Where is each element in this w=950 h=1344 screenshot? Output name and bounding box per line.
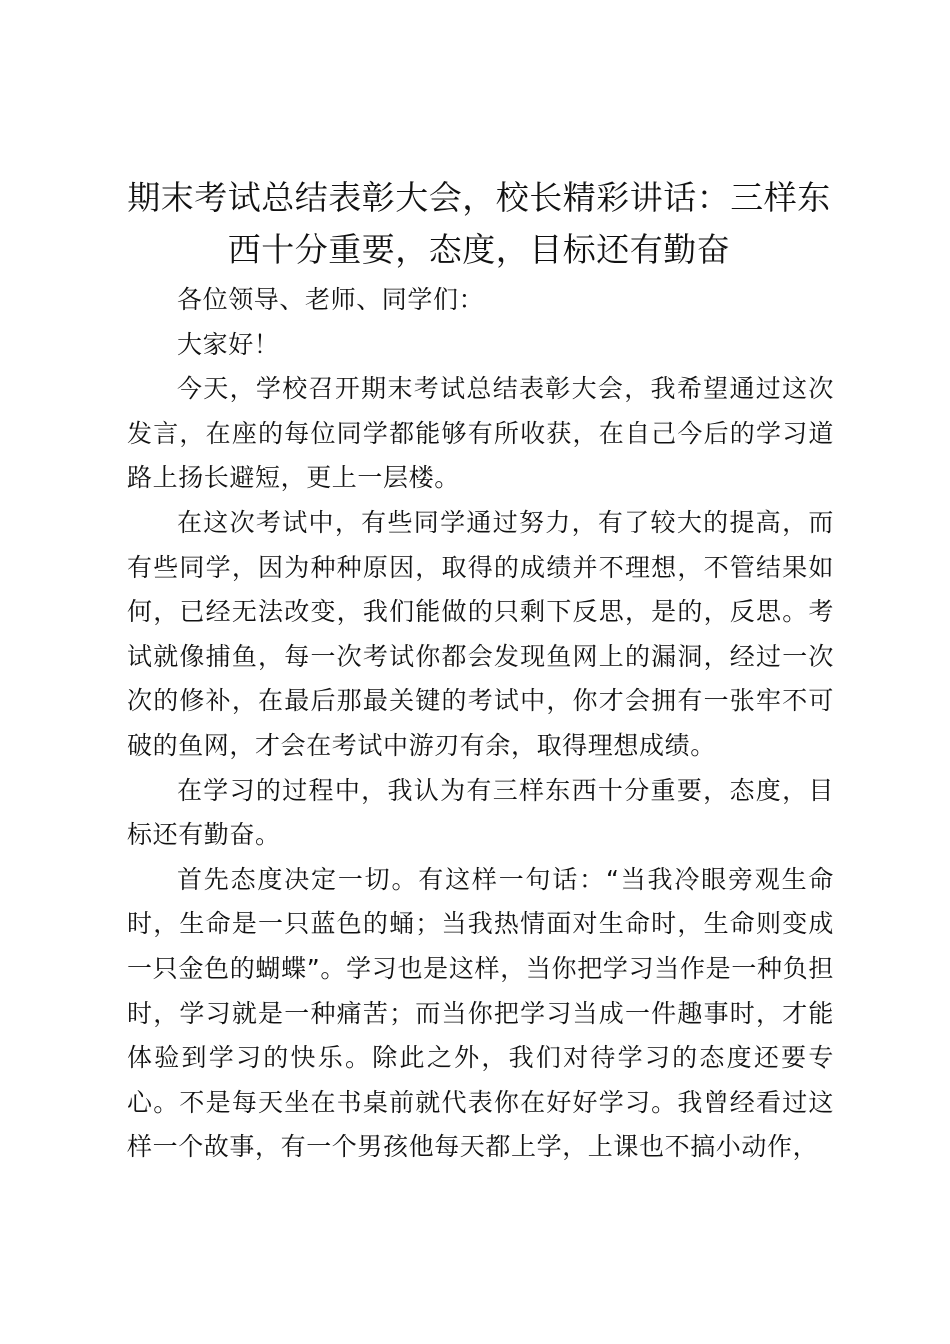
salutation: 各位领导、老师、同学们：	[177, 285, 485, 314]
paragraph: 首先态度决定一切。有这样一句话：“当我冷眼旁观生命时，生命是一只蓝色的蛹；当我热情面对生命时，生命则变成一只金色的蝴蝶”。学习也是这样，当你把学习当作是一种负担时，学习就是一种痛苦；而当你把学习当成一件趣事时，才能体验到学习的快乐。除此之外，我们对待学习的态度还要专心。不是每天坐在书桌前就代表你在好好学习。我曾经看过这样一个故事，有一个男孩他每天都上学，上课也不搞小动作，	[127, 864, 834, 1162]
greeting: 大家好！	[177, 329, 280, 359]
document-title: 期末考试总结表彰大会，校长精彩讲话：三样东西十分重要，态度，目标还有勤奋	[127, 178, 831, 269]
document-body	[127, 278, 834, 1170]
paragraph: 在学习的过程中，我认为有三样东西十分重要，态度，目标还有勤奋。	[127, 775, 834, 850]
paragraph: 今天，学校召开期末考试总结表彰大会，我希望通过这次发言，在座的每位同学都能够有所收获，在自己今后的学习道路上扬长避短，更上一层楼。	[127, 374, 834, 493]
paragraph: 在这次考试中，有些同学通过努力，有了较大的提高，而有些同学，因为种种原因，取得的成绩并不理想，不管结果如何，已经无法改变，我们能做的只剩下反思，是的，反思。考试就像捕鱼，每一次考试你都会发现鱼网上的漏洞，经过一次次的修补，在最后那最关键的考试中，你才会拥有一张牢不可破的鱼网，才会在考试中游刃有余，取得理想成绩。	[127, 507, 834, 760]
